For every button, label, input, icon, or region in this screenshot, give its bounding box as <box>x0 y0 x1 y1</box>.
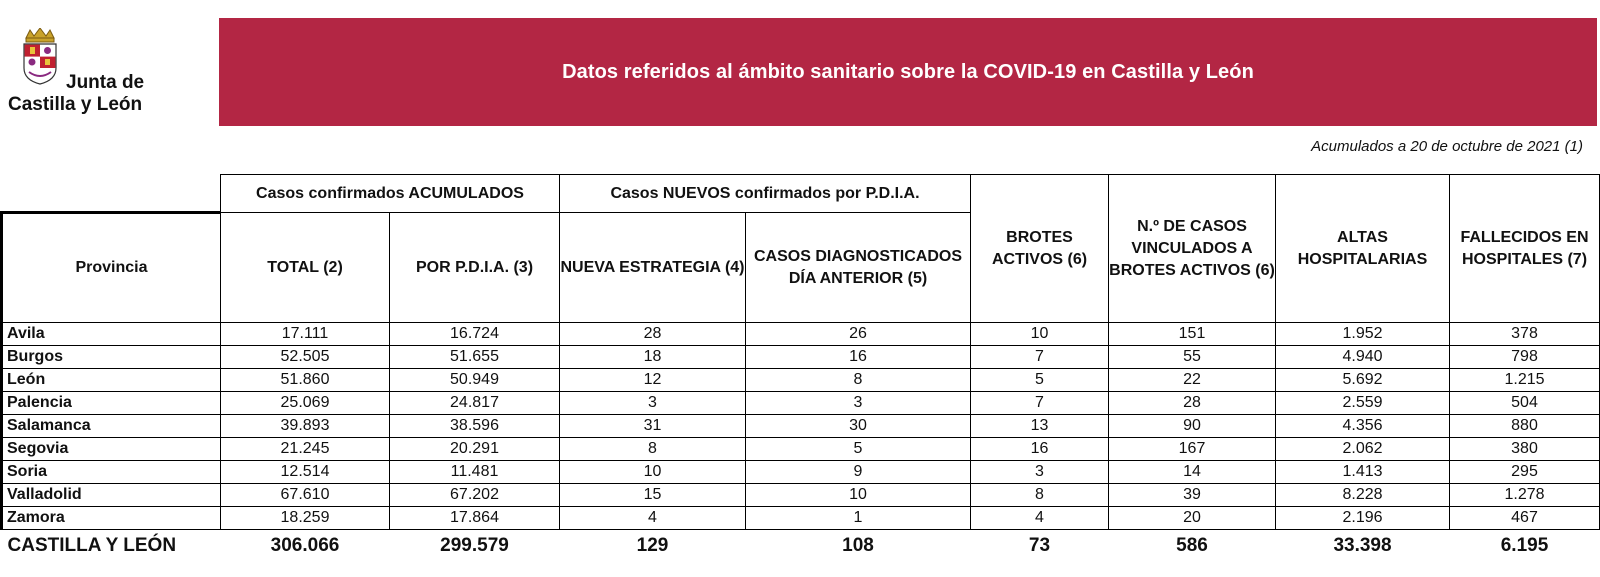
logo-line-2: Castilla y León <box>8 94 143 115</box>
header-empty <box>2 175 221 213</box>
value-cell: 2.062 <box>1276 438 1450 461</box>
value-cell: 28 <box>560 323 746 346</box>
value-cell: 151 <box>1109 323 1276 346</box>
value-cell: 31 <box>560 415 746 438</box>
header-casos-diagnosticados: CASOS DIAGNOSTICADOS DÍA ANTERIOR (5) <box>746 213 971 323</box>
value-cell: 25.069 <box>221 392 390 415</box>
total-value: 306.066 <box>270 535 340 556</box>
value-cell: 5.692 <box>1276 369 1450 392</box>
value-cell: 24.817 <box>390 392 560 415</box>
header-por-pdia: POR P.D.I.A. (3) <box>390 213 560 323</box>
value-cell: 16.724 <box>390 323 560 346</box>
table-row <box>2 392 1600 415</box>
value-cell: 28 <box>1109 392 1276 415</box>
value-cell: 51.860 <box>221 369 390 392</box>
header-group-nuevos: Casos NUEVOS confirmados por P.D.I.A. <box>560 175 971 213</box>
value-cell: 1 <box>746 507 971 530</box>
header-group-acumulados: Casos confirmados ACUMULADOS <box>221 175 560 213</box>
value-cell: 4.940 <box>1276 346 1450 369</box>
value-cell: 167 <box>1109 438 1276 461</box>
value-cell: 880 <box>1450 415 1600 438</box>
value-cell: 378 <box>1450 323 1600 346</box>
value-cell: 1.413 <box>1276 461 1450 484</box>
header-nueva-estrategia: NUEVA ESTRATEGIA (4) <box>560 213 746 323</box>
total-label: CASTILLA Y LEÓN <box>7 535 177 556</box>
value-cell: 20 <box>1109 507 1276 530</box>
table-row <box>2 346 1600 369</box>
province-cell: Salamanca <box>2 415 221 438</box>
value-cell: 51.655 <box>390 346 560 369</box>
value-cell: 1.278 <box>1450 484 1600 507</box>
value-cell: 10 <box>971 323 1109 346</box>
value-cell: 9 <box>746 461 971 484</box>
value-cell: 55 <box>1109 346 1276 369</box>
total-value: 586 <box>1176 535 1208 556</box>
value-cell: 3 <box>746 392 971 415</box>
value-cell: 380 <box>1450 438 1600 461</box>
table-row <box>2 415 1600 438</box>
value-cell: 30 <box>746 415 971 438</box>
value-cell: 11.481 <box>390 461 560 484</box>
value-cell: 13 <box>971 415 1109 438</box>
value-cell: 22 <box>1109 369 1276 392</box>
value-cell: 38.596 <box>390 415 560 438</box>
logo-text <box>8 72 144 116</box>
value-cell: 3 <box>560 392 746 415</box>
logo-line-1: Junta de <box>66 72 145 93</box>
value-cell: 1.952 <box>1276 323 1450 346</box>
banner-title: Datos referidos al ámbito sanitario sobre la COVID-19 en Castilla y León <box>562 60 1254 83</box>
value-cell: 52.505 <box>221 346 390 369</box>
value-cell: 3 <box>971 461 1109 484</box>
province-cell: Zamora <box>2 507 221 530</box>
value-cell: 16 <box>746 346 971 369</box>
value-cell: 20.291 <box>390 438 560 461</box>
value-cell: 2.196 <box>1276 507 1450 530</box>
total-value: 6.195 <box>1500 535 1549 556</box>
value-cell: 8 <box>971 484 1109 507</box>
total-value: 73 <box>1028 535 1051 556</box>
value-cell: 504 <box>1450 392 1600 415</box>
value-cell: 8.228 <box>1276 484 1450 507</box>
value-cell: 7 <box>971 346 1109 369</box>
table-row <box>2 323 1600 346</box>
value-cell: 8 <box>560 438 746 461</box>
value-cell: 21.245 <box>221 438 390 461</box>
value-cell: 12 <box>560 369 746 392</box>
total-value: 33.398 <box>1333 535 1392 556</box>
header-fallecidos: FALLECIDOS EN HOSPITALES (7) <box>1450 175 1600 323</box>
value-cell: 295 <box>1450 461 1600 484</box>
table-row <box>2 461 1600 484</box>
logo <box>4 22 204 122</box>
total-value: 108 <box>842 535 874 556</box>
value-cell: 8 <box>746 369 971 392</box>
header-brotes: BROTES ACTIVOS (6) <box>971 175 1109 323</box>
value-cell: 10 <box>560 461 746 484</box>
title-banner <box>219 18 1597 126</box>
value-cell: 50.949 <box>390 369 560 392</box>
value-cell: 67.202 <box>390 484 560 507</box>
value-cell: 16 <box>971 438 1109 461</box>
value-cell: 4.356 <box>1276 415 1450 438</box>
province-cell: Palencia <box>2 392 221 415</box>
value-cell: 15 <box>560 484 746 507</box>
table-row <box>2 438 1600 461</box>
header-provincia: Provincia <box>2 213 221 323</box>
value-cell: 39 <box>1109 484 1276 507</box>
value-cell: 39.893 <box>221 415 390 438</box>
header-vinculados: N.º DE CASOS VINCULADOS A BROTES ACTIVOS (6) <box>1109 175 1276 323</box>
value-cell: 2.559 <box>1276 392 1450 415</box>
province-cell: Valladolid <box>2 484 221 507</box>
value-cell: 5 <box>746 438 971 461</box>
value-cell: 4 <box>971 507 1109 530</box>
total-row <box>2 530 1600 563</box>
value-cell: 18.259 <box>221 507 390 530</box>
province-cell: Soria <box>2 461 221 484</box>
value-cell: 4 <box>560 507 746 530</box>
province-cell: León <box>2 369 221 392</box>
value-cell: 14 <box>1109 461 1276 484</box>
province-cell: Segovia <box>2 438 221 461</box>
table-row <box>2 507 1600 530</box>
value-cell: 17.864 <box>390 507 560 530</box>
value-cell: 12.514 <box>221 461 390 484</box>
value-cell: 7 <box>971 392 1109 415</box>
province-cell: Burgos <box>2 346 221 369</box>
value-cell: 90 <box>1109 415 1276 438</box>
province-cell: Avila <box>2 323 221 346</box>
value-cell: 67.610 <box>221 484 390 507</box>
table-row <box>2 484 1600 507</box>
date-subtitle: Acumulados a 20 de octubre de 2021 (1) <box>1311 138 1583 155</box>
value-cell: 18 <box>560 346 746 369</box>
table-row <box>2 369 1600 392</box>
value-cell: 10 <box>746 484 971 507</box>
value-cell: 17.111 <box>221 323 390 346</box>
value-cell: 26 <box>746 323 971 346</box>
header-total: TOTAL (2) <box>221 213 390 323</box>
value-cell: 1.215 <box>1450 369 1600 392</box>
header-altas: ALTAS HOSPITALARIAS <box>1276 175 1450 323</box>
total-value: 129 <box>636 535 669 556</box>
covid-data-table <box>0 174 1600 562</box>
total-value: 299.579 <box>440 535 509 556</box>
value-cell: 467 <box>1450 507 1600 530</box>
value-cell: 5 <box>971 369 1109 392</box>
value-cell: 798 <box>1450 346 1600 369</box>
